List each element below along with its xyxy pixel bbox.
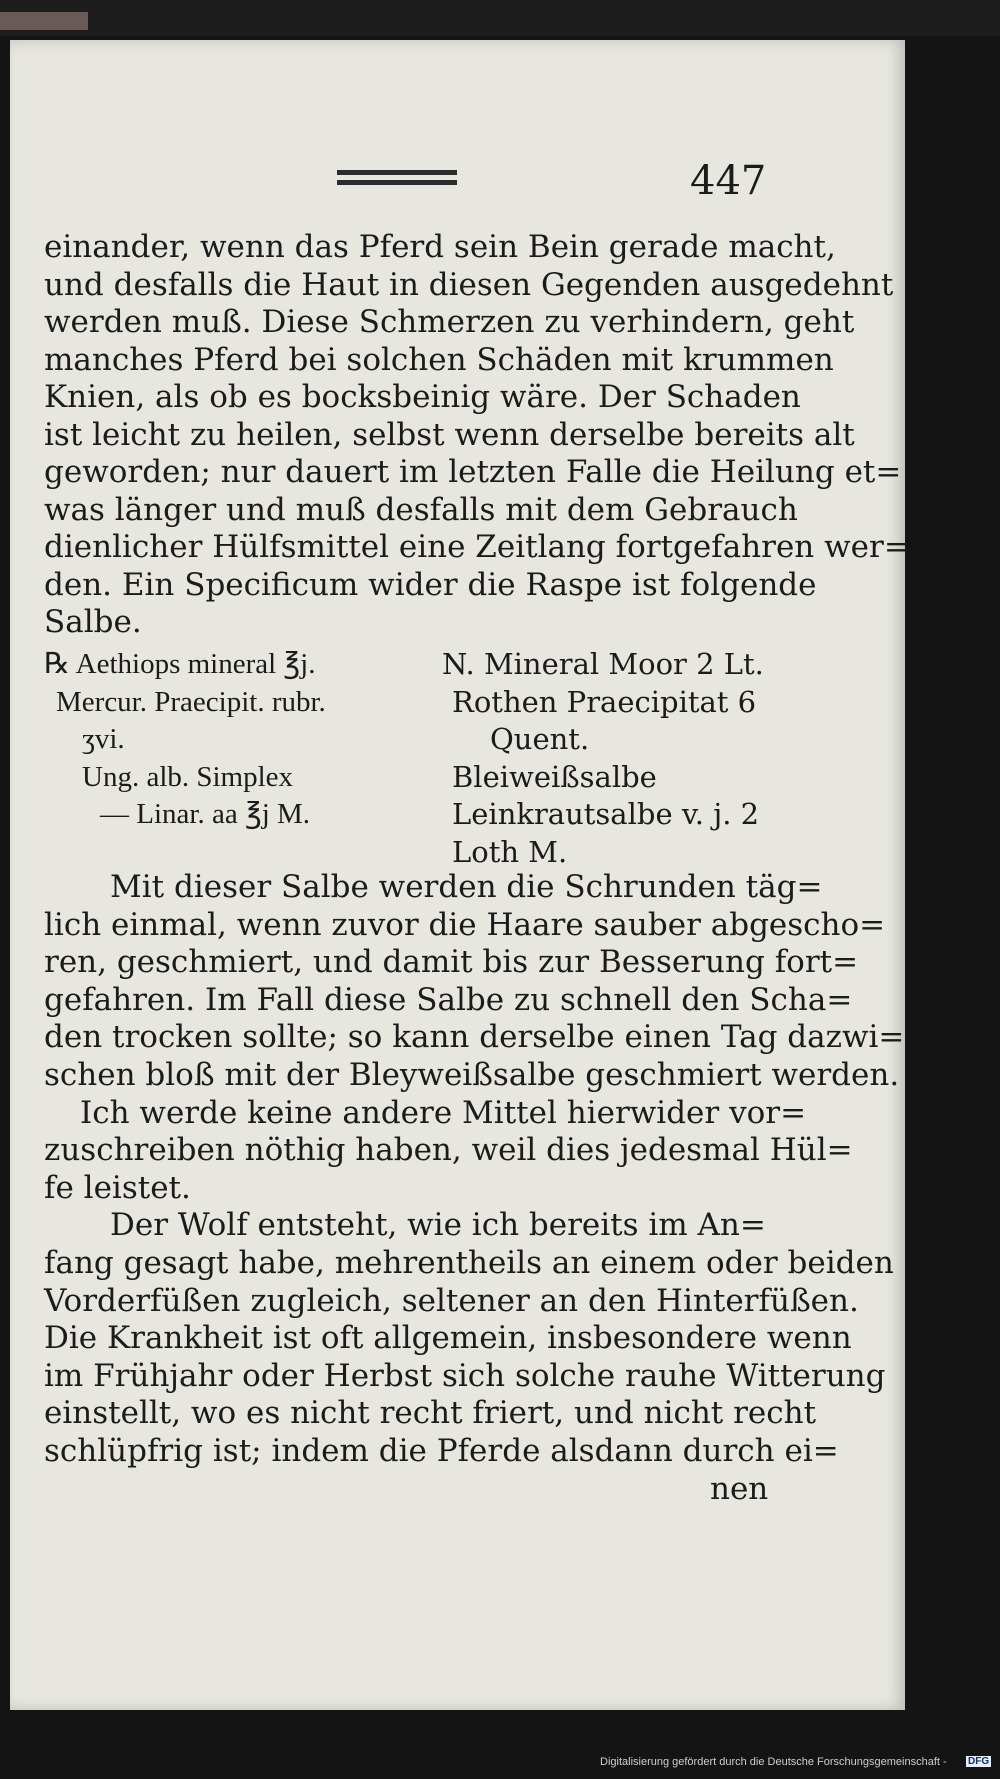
page-number: 447 xyxy=(690,158,767,204)
text-line: im Frühjahr oder Herbst sich solche rauhe Witterung xyxy=(44,1357,886,1394)
text-line: den. Ein Specificum wider die Raspe ist folgende xyxy=(44,566,817,603)
header-rule-top xyxy=(337,170,457,175)
recipe-german-line: Rothen Praecipitat 6 xyxy=(452,684,757,719)
scan-top-edge xyxy=(0,0,1000,36)
recipe-german-line: Leinkrautsalbe v. j. 2 xyxy=(452,797,760,831)
text-line: fe leistet. xyxy=(44,1169,191,1206)
recipe-latin-line: ʒvi. xyxy=(82,723,125,755)
recipe-latin-line: ℞ Aethiops mineral ℥j. xyxy=(44,648,316,680)
text-line: einstellt, wo es nicht recht friert, und nicht recht xyxy=(44,1395,817,1432)
text-line: Salbe. xyxy=(44,604,142,640)
text-line: zuschreiben nöthig haben, weil dies jedesmal Hül= xyxy=(44,1132,853,1169)
recipe-german-line: N. Mineral Moor 2 Lt. xyxy=(442,647,764,681)
text-line: ren, geschmiert, und damit bis zur Besserung fort= xyxy=(44,944,859,981)
text-line: und desfalls die Haut in diesen Gegenden ausgedehnt xyxy=(44,266,894,303)
text-line: dienlicher Hülfsmittel eine Zeitlang fortgefahren wer= xyxy=(44,529,910,565)
text-line: schlüpfrig ist; indem die Pferde alsdann durch ei= xyxy=(44,1433,839,1469)
text-line: einander, wenn das Pferd sein Bein gerade macht, xyxy=(44,229,836,265)
text-line: Die Krankheit ist oft allgemein, insbesondere wenn xyxy=(44,1320,852,1357)
text-line: ist leicht zu heilen, selbst wenn derselbe bereits alt xyxy=(44,416,855,453)
recipe-german-line: Loth M. xyxy=(452,834,568,869)
dfg-logo: DFG xyxy=(968,1756,990,1767)
text-line: Der Wolf entsteht, wie ich bereits im An= xyxy=(110,1207,766,1244)
text-line: fang gesagt habe, mehrentheils an einem oder beiden xyxy=(44,1245,894,1281)
text-line: gefahren. Im Fall diese Salbe zu schnell den Scha= xyxy=(44,981,853,1018)
recipe-latin-line: Ung. alb. Simplex xyxy=(82,760,294,793)
text-line: was länger und muß desfalls mit dem Gebrauch xyxy=(44,491,798,528)
text-line: Knien, als ob es bocksbeinig wäre. Der Schaden xyxy=(44,379,801,415)
recipe-german-line: Bleiweißsalbe xyxy=(452,759,657,794)
scan-tab-marker xyxy=(0,12,88,30)
text-line: lich einmal, wenn zuvor die Haare sauber abgescho= xyxy=(44,906,886,943)
text-line: den trocken sollte; so kann derselbe einen Tag dazwi= xyxy=(44,1019,905,1056)
recipe-latin-line: — Linar. aa ℥j M. xyxy=(100,798,311,830)
text-line: manches Pferd bei solchen Schäden mit krummen xyxy=(44,341,834,378)
text-line: schen bloß mit der Bleyweißsalbe geschmiert werden. xyxy=(44,1057,900,1093)
text-line: Mit dieser Salbe werden die Schrunden täg= xyxy=(110,869,823,905)
funding-credit: Digitalisierung gefördert durch die Deutsche Forschungsgemeinschaft - xyxy=(600,1756,947,1768)
text-line: werden muß. Diese Schmerzen zu verhindern, geht xyxy=(44,304,855,340)
text-line: geworden; nur dauert im letzten Falle die Heilung et= xyxy=(44,454,902,490)
text-line: Vorderfüßen zugleich, seltener an den Hinterfüßen. xyxy=(44,1282,859,1319)
header-rule-bottom xyxy=(337,180,457,185)
recipe-german-line: Quent. xyxy=(490,722,590,756)
text-line: nen xyxy=(710,1470,769,1507)
text-line: Ich werde keine andere Mittel hierwider vor= xyxy=(80,1094,807,1131)
recipe-latin-line: Mercur. Praecipit. rubr. xyxy=(56,685,326,718)
